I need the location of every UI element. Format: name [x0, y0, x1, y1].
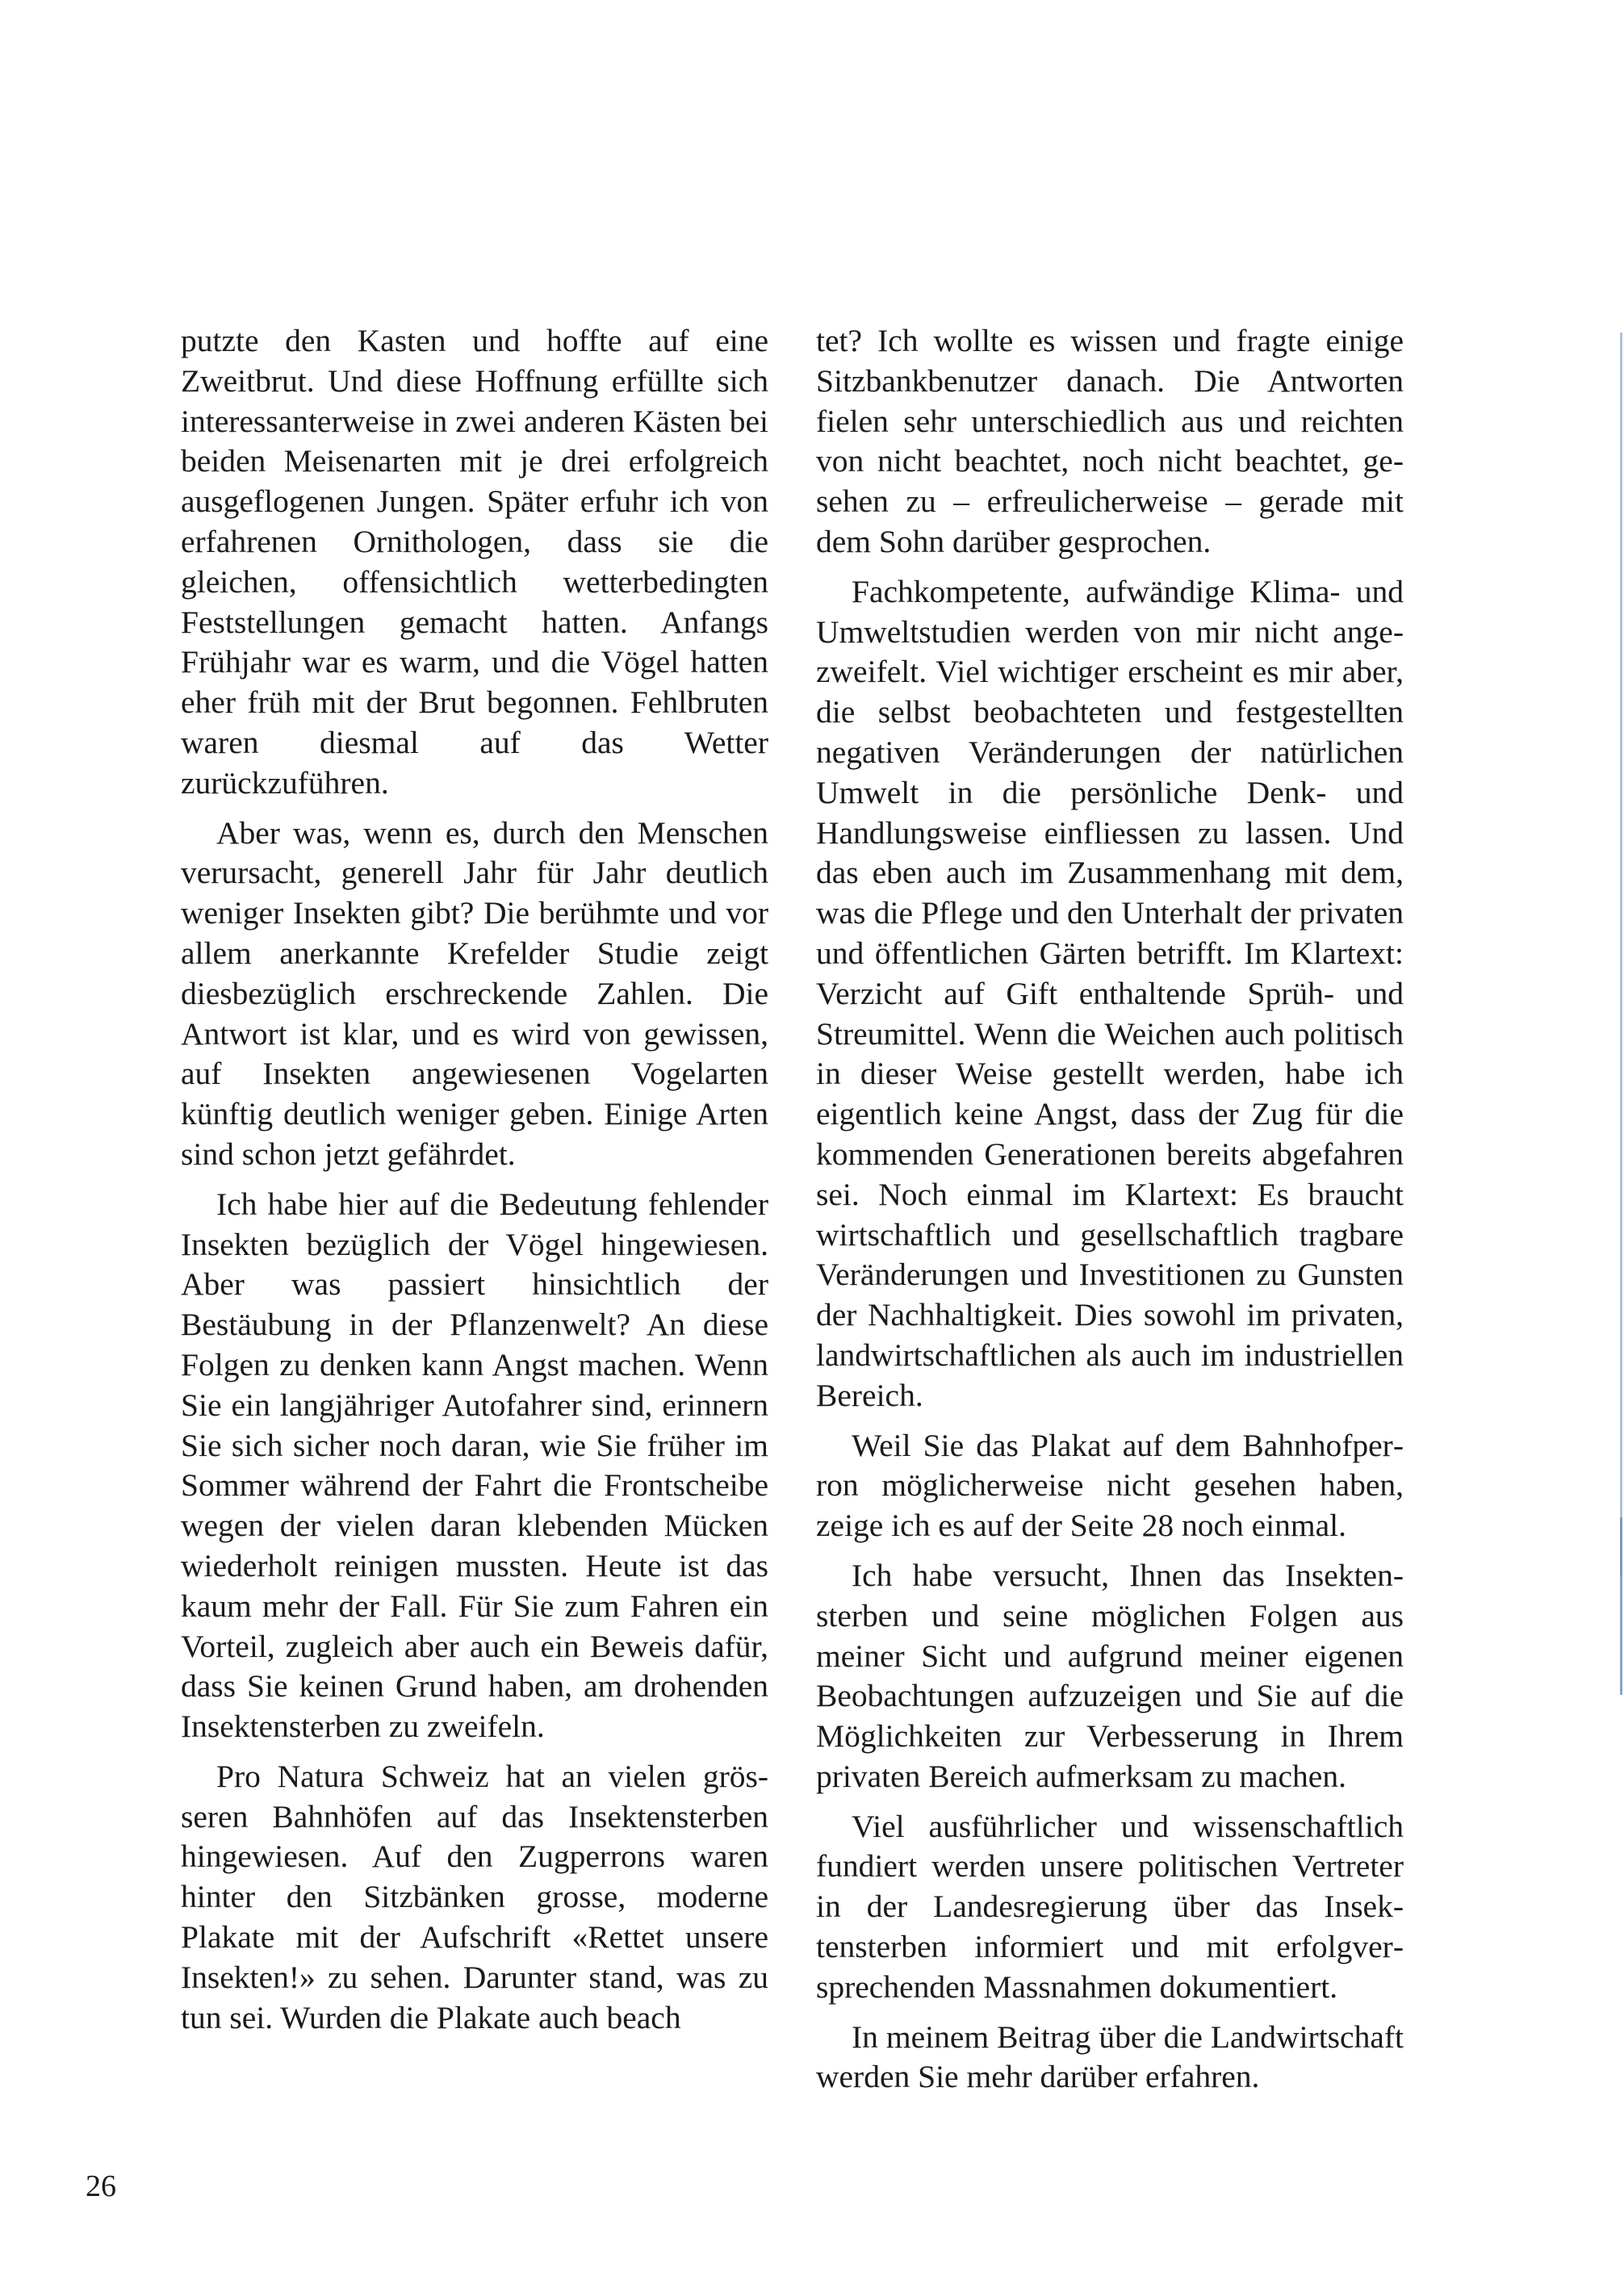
paragraph: In meinem Beitrag über die Landwirtschaft werden Sie mehr darüber erfahren. — [816, 2018, 1404, 2095]
page-edge-mark — [1620, 1517, 1622, 1695]
paragraph: Ich habe hier auf die Bedeutung fehlender Insekten bezüglich der Vögel hingewiesen. Aber was passiert hinsichtlich der Bestäubung in der Pflanzenwelt? An diese Folgen zu denken kann Angst machen. Wenn Sie ein langjähriger Autofahrer sind, erinnern Sie sich sicher noch daran, wie Sie früher im Sommer während der Fahrt die Frontscheibe wegen der vielen daran klebenden Mücken wiederholt reinigen mussten. Heute ist das kaum mehr der Fall. Für Sie zum Fahren ein Vorteil, zugleich aber auch ein Beweis dafür, dass Sie keinen Grund haben, am drohenden Insektensterben zu zweifeln. — [181, 1186, 768, 1745]
paragraph: Fachkompetente, aufwändige Klima- und Umweltstudien werden von mir nicht angezweifelt. Viel wichtiger erscheint es mir aber, die selbst beobachteten und festgestellten negativen Veränderungen der natürlichen Umwelt in die persönliche Denk- und Handlungsweise einfliessen zu lassen. Und das eben auch im Zusammenhang mit dem, was die Pflege und den Unterhalt der privaten und öffentlichen Gärten betrifft. Im Klartext: Verzicht auf Gift enthaltende Sprüh- und Streumittel. Wenn die Weichen auch politisch in dieser Weise gestellt werden, habe ich eigentlich keine Angst, dass der Zug für die kommenden Generationen bereits abgefahren sei. Noch einmal im Klartext: Es braucht wirtschaftlich und gesellschaftlich tragbare Veränderungen und Investitionen zu Gunsten der Nachhaltigkeit. Dies sowohl im privaten, landwirtschaftlichen als auch im industriellen Bereich. — [816, 573, 1404, 1413]
paragraph: Pro Natura Schweiz hat an vielen grösseren Bahnhöfen auf das Insektensterben hingewiesen. Auf den Zugperrons waren hinter den Sitzbänken grosse, moderne Plakate mit der Aufschrift «Rettet unsere Insekten!» zu sehen. Darunter stand, was zu tun sei. Wurden die Plakate auch beach — [181, 1758, 768, 2035]
page-number: 26 — [86, 2169, 116, 2203]
page-edge-mark — [1620, 333, 1622, 1575]
paragraph: Weil Sie das Plakat auf dem Bahnhofperron möglicherweise nicht gesehen haben, zeige ich es auf der Seite 28 noch einmal. — [816, 1427, 1404, 1544]
paragraph: Viel ausführlicher und wissenschaftlich fundiert werden unsere politischen Vertreter in der Landesregierung über das Insektensterben informiert und mit erfolgversprechenden Massnahmen dokumentiert. — [816, 1808, 1404, 2005]
paragraph: Ich habe versucht, Ihnen das Insektensterben und seine möglichen Folgen aus meiner Sicht und aufgrund meiner eigenen Beobachtungen aufzuzeigen und Sie auf die Möglichkeiten zur Verbesserung in Ihrem privaten Bereich aufmerksam zu machen. — [816, 1557, 1404, 1794]
left-text-column — [181, 321, 768, 2038]
paragraph: Aber was, wenn es, durch den Menschen verursacht, generell Jahr für Jahr deutlich weniger Insekten gibt? Die berühmte und vor allem anerkannte Krefelder Studie zeigt diesbezüglich erschreckende Zahlen. Die Antwort ist klar, und es wird von gewissen, auf Insekten angewiesenen Vogelarten künftig deutlich weniger geben. Einige Arten sind schon jetzt gefährdet. — [181, 814, 768, 1172]
right-text-column — [816, 321, 1404, 2098]
paragraph: putzte den Kasten und hoffte auf eine Zweitbrut. Und diese Hoffnung erfüllte sich interessanterweise in zwei anderen Kästen bei beiden Meisenarten mit je drei erfolgreich ausgeflogenen Jungen. Später erfuhr ich von erfahrenen Ornithologen, dass sie die gleichen, offensichtlich wetterbedingten Feststellungen gemacht hatten. Anfangs Frühjahr war es warm, und die Vögel hatten eher früh mit der Brut begonnen. Fehlbruten waren diesmal auf das Wetter zurückzuführen. — [181, 323, 768, 801]
paragraph: tet? Ich wollte es wissen und fragte einige Sitzbankbenutzer danach. Die Antworten fielen sehr unterschiedlich aus und reichten von nicht beachtet, noch nicht beachtet, gesehen zu – erfreulicherweise – gerade mit dem Sohn darüber gesprochen. — [816, 323, 1404, 559]
